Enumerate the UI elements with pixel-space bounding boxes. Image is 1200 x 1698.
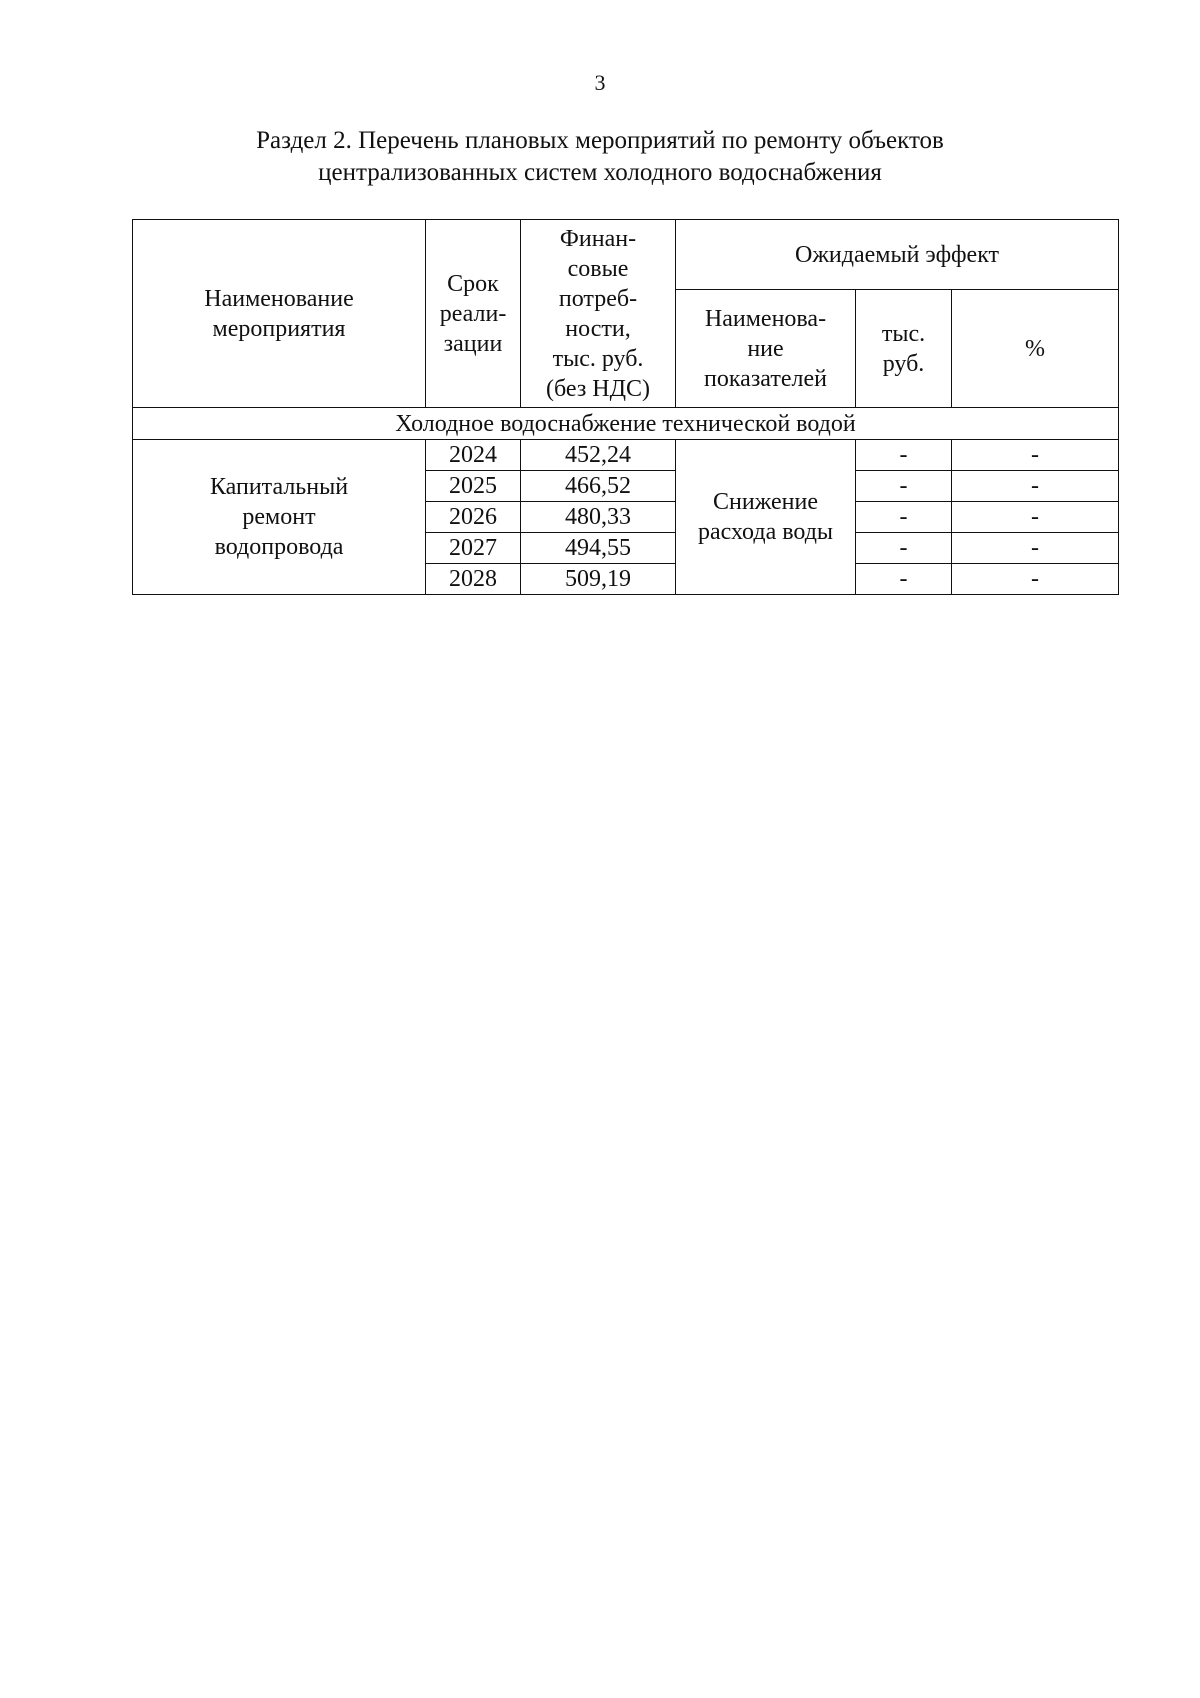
percent-cell: - xyxy=(952,564,1119,595)
section-title-line-2: централизованных систем холодного водоснабжения xyxy=(318,159,882,186)
header-percent: % xyxy=(952,290,1119,408)
thousand-rub-cell: - xyxy=(856,564,952,595)
header-finance: Финан- совые потреб- ности, тыс. руб. (без НДС) xyxy=(521,220,676,408)
thousand-rub-cell: - xyxy=(856,502,952,533)
amount-cell: 494,55 xyxy=(521,533,676,564)
section-title xyxy=(150,125,1050,189)
percent-cell: - xyxy=(952,471,1119,502)
header-term: Срок реали- зации xyxy=(426,220,521,408)
amount-cell: 452,24 xyxy=(521,440,676,471)
section-title-line-1: Раздел 2. Перечень плановых мероприятий по ремонту объектов xyxy=(256,127,944,154)
thousand-rub-cell: - xyxy=(856,471,952,502)
thousand-rub-cell: - xyxy=(856,533,952,564)
table-row xyxy=(133,440,1119,471)
activities-table xyxy=(132,219,1119,595)
percent-cell: - xyxy=(952,533,1119,564)
header-activity-name: Наименование мероприятия xyxy=(133,220,426,408)
group-title: Холодное водоснабжение технической водой xyxy=(133,408,1119,440)
percent-cell: - xyxy=(952,440,1119,471)
amount-cell: 509,19 xyxy=(521,564,676,595)
year-cell: 2028 xyxy=(426,564,521,595)
year-cell: 2026 xyxy=(426,502,521,533)
page-number: 3 xyxy=(594,70,606,95)
header-expected-effect: Ожидаемый эффект xyxy=(676,220,1119,290)
header-thousand-rub: тыс. руб. xyxy=(856,290,952,408)
year-cell: 2025 xyxy=(426,471,521,502)
indicator-cell: Снижение расхода воды xyxy=(676,440,856,595)
year-cell: 2027 xyxy=(426,533,521,564)
year-cell: 2024 xyxy=(426,440,521,471)
amount-cell: 466,52 xyxy=(521,471,676,502)
header-row-top xyxy=(133,220,1119,290)
thousand-rub-cell: - xyxy=(856,440,952,471)
header-indicator-name: Наименова- ние показателей xyxy=(676,290,856,408)
activity-name-cell: Капитальный ремонт водопровода xyxy=(133,440,426,595)
percent-cell: - xyxy=(952,502,1119,533)
group-row xyxy=(133,408,1119,440)
amount-cell: 480,33 xyxy=(521,502,676,533)
